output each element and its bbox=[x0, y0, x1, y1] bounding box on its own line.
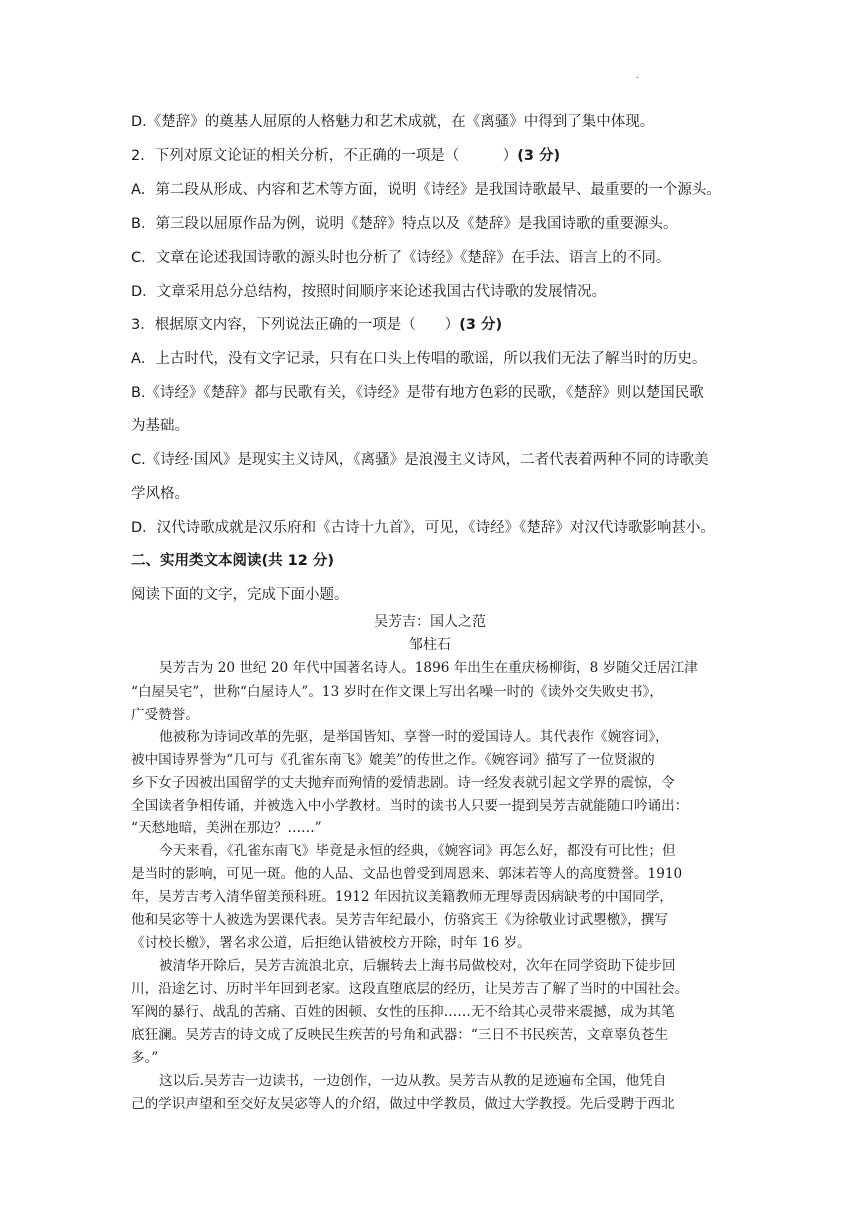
question-text: 2．下列对原文论证的相关分析，不正确的一项是（ ） bbox=[131, 148, 518, 164]
article-line: 全国读者争相传诵，并被选入中小学教材。当时的读书人只要一提到吴芳吉就能随口吟诵出： bbox=[131, 798, 689, 814]
article-line: 乡下女子因被出国留学的丈夫抛弃而殉情的爱情悲剧。诗一经发表就引起文学界的震惊，令 bbox=[131, 775, 675, 791]
question-option-text: D．文章采用总分总结构，按照时间顺序来论述我国古代诗歌的发展情况。 bbox=[131, 284, 607, 300]
question-3-stem bbox=[131, 315, 502, 335]
article-line: 是当时的影响，可见一斑。他的人品、文品也曾受到周恩来、郭沫若等人的高度赞誉。1910 bbox=[131, 866, 683, 882]
question-option-text: A．第二段从形成、内容和艺术等方面，说明《诗经》是我国诗歌最早、最重要的一个源头。 bbox=[131, 182, 721, 198]
article-line: 吴芳吉为 20 世纪 20 年代中国著名诗人。1896 年出生在重庆杨柳街，8 岁随父迁居江津 bbox=[159, 660, 698, 676]
article-line: 军阀的暴行、战乱的苦痛、百姓的困顿、女性的压抑……无不给其心灵带来震撼，成为其笔 bbox=[131, 1004, 675, 1020]
question-option-text: D．汉代诗歌成就是汉乐府和《古诗十九首》，可见，《诗经》《楚辞》对汉代诗歌影响甚小。 bbox=[131, 520, 715, 536]
question-option-text: D.《楚辞》的奠基人屈原的人格魅力和艺术成就，在《离骚》中得到了集中体现。 bbox=[131, 114, 655, 130]
article-line: 这以后.吴芳吉一边读书，一边创作，一边从教。吴芳吉从教的足迹遍布全国，他凭自 bbox=[159, 1073, 667, 1089]
question-option-text: B．第三段以屈原作品为例，说明《楚辞》特点以及《楚辞》是我国诗歌的重要源头。 bbox=[131, 216, 678, 232]
article-line: 《讨校长檄》，署名求公道，后拒绝认错被校方开除，时年 16 岁。 bbox=[131, 935, 531, 951]
question-2-stem bbox=[131, 146, 560, 166]
article-line: 年，吴芳吉考入清华留美预科班。1912 年因抗议美籍教师无理辱责因病缺考的中国同学， bbox=[131, 889, 673, 905]
question-option-text: 学风格。 bbox=[131, 486, 189, 502]
article-title: 吴芳吉：国人之范 bbox=[374, 614, 486, 630]
page-mark: . bbox=[636, 70, 640, 81]
article-line: 多。” bbox=[131, 1050, 159, 1066]
question-text: 3．根据原文内容，下列说法正确的一项是（ ） bbox=[131, 317, 460, 333]
article-line: 川，沿途乞讨、历时半年回到老家。这段直堕底层的经历，让吴芳吉了解了当时的中国社会。 bbox=[131, 981, 689, 997]
question-option-text: C.《诗经·国风》是现实主义诗风，《离骚》是浪漫主义诗风，二者代表着两种不同的诗歌美 bbox=[131, 452, 709, 468]
question-option-text: 为基础。 bbox=[131, 418, 189, 434]
article-line: 他被称为诗词改革的先驱，是举国皆知、享誉一时的爱国诗人。其代表作《婉容词》， bbox=[159, 729, 669, 745]
article-line: 广受赞誉。 bbox=[131, 707, 199, 723]
question-score: (3 分) bbox=[459, 317, 503, 333]
question-option-text: C．文章在论述我国诗歌的源头时也分析了《诗经》《楚辞》在手法、语言上的不同。 bbox=[131, 250, 671, 266]
article-line: 己的学识声望和至交好友吴宓等人的介绍，做过中学教员，做过大学教授。先后受聘于西北 bbox=[131, 1096, 675, 1112]
section-heading: 二、实用类文本阅读(共 12 分) bbox=[131, 553, 335, 569]
question-option-text: A．上古时代，没有文字记录，只有在口头上传唱的歌谣，所以我们无法了解当时的历史。 bbox=[131, 351, 707, 367]
article-line: “天愁地暗，美洲在那边？……” bbox=[131, 820, 322, 836]
question-option-text: B.《诗经》《楚辞》都与民歌有关，《诗经》是带有地方色彩的民歌，《楚辞》则以楚国民歌 bbox=[131, 385, 704, 401]
article-line: 今天来看，《孔雀东南飞》毕竟是永恒的经典，《婉容词》再怎么好，都没有可比性；但 bbox=[159, 843, 676, 859]
article-line: 底狂澜。吴芳吉的诗文成了反映民生疾苦的号角和武器：“三日不书民疾苦，文章辜负苍生 bbox=[131, 1027, 669, 1043]
article-author: 邹柱石 bbox=[409, 637, 451, 653]
article-line: 被中国诗界誉为“几可与《孔雀东南飞》媲美”的传世之作。《婉容词》描写了一位贤淑的 bbox=[131, 752, 655, 768]
article-line: 被清华开除后，吴芳吉流浪北京，后辗转去上海书局做校对，次年在同学资助下徒步回 bbox=[159, 958, 676, 974]
article-line: “白屋吴宅”，世称“白屋诗人”。13 岁时在作文课上写出名噪一时的《读外交失败史书》， bbox=[131, 684, 663, 700]
reading-instruction: 阅读下面的文字，完成下面小题。 bbox=[131, 587, 349, 603]
article-line: 他和吴宓等十人被选为罢课代表。吴芳吉年纪最小，仿骆宾王《为徐敬业讨武瞾檄》，撰写 bbox=[131, 912, 668, 928]
question-score: (3 分) bbox=[517, 148, 561, 164]
